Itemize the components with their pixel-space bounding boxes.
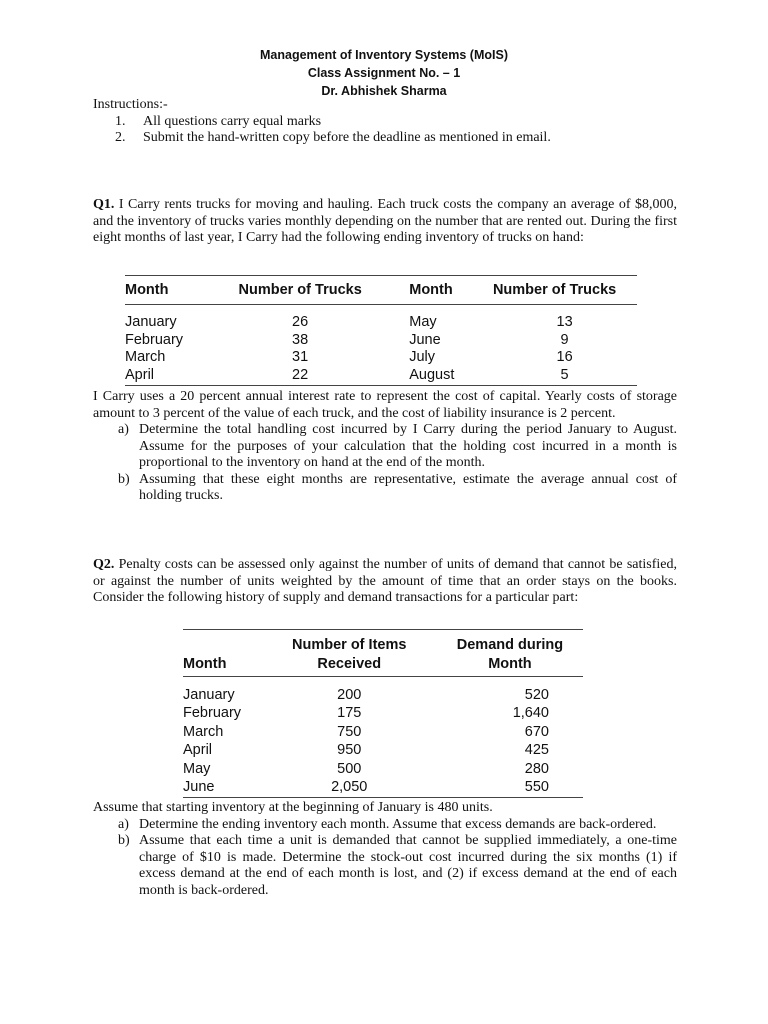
table-cell: 13: [556, 314, 573, 330]
table-header: Number of Items: [280, 630, 419, 656]
q2-body: [93, 800, 677, 899]
instruction-item: [115, 130, 683, 147]
table-row: [125, 305, 637, 332]
q1-after-text: I Carry uses a 20 percent annual interest rate to represent the cost of capital. Yearly costs of storage amount to 3 percent of the value of each truck, and the cost of liability insurance is 2 percent.: [93, 389, 677, 421]
q2-label: Q2.: [93, 557, 115, 572]
q1-intro-text: I Carry rents trucks for moving and hauling. Each truck costs the company an average of $8,000, and the inventory of trucks varies monthly depending on the number that are rented out. During the first eight months of last year, I Carry had the following ending inventory of trucks on hand:: [93, 197, 677, 245]
table-cell: January: [183, 687, 235, 703]
instructions-label: Instructions:-: [93, 97, 168, 112]
table-row: [125, 332, 637, 350]
table-cell: 16: [556, 349, 573, 365]
table-cell: 550: [419, 778, 583, 798]
q1-intro: [93, 197, 677, 247]
table-row: [183, 741, 583, 759]
table-cell: August: [372, 367, 472, 386]
part-text: Determine the total handling cost incurred by I Carry during the period January to August. Assume for the purposes of your calculation that the holding cost incurred in a month is proportional to the inventory on hand at the end of the month.: [139, 422, 677, 470]
q2-intro: [93, 557, 677, 607]
table-cell: March: [125, 349, 166, 365]
q1-label: Q1.: [93, 197, 115, 212]
part-label: a): [118, 422, 129, 437]
question-part: [118, 833, 677, 899]
document-header: [0, 46, 768, 100]
table-cell: June: [409, 331, 441, 348]
q2-intro-text: Penalty costs can be assessed only against the number of units of demand that cannot be satisfied, or against the number of units weighted by the amount of time that an order stays on the books. Consider the following history of supply and demand transactions for a particular part:: [93, 557, 677, 605]
part-text: Determine the ending inventory each month. Assume that excess demands are back-ordered.: [139, 816, 657, 832]
table-cell: 22: [228, 367, 372, 386]
q1-trucks-table: [125, 275, 637, 386]
question-part: [118, 816, 677, 834]
table-row: [183, 778, 583, 798]
table-cell: 425: [524, 742, 549, 759]
table-cell: 670: [524, 723, 549, 740]
instructor-name: Dr. Abhishek Sharma: [321, 84, 447, 98]
table-cell: 200: [337, 687, 362, 703]
table-header: Received: [280, 655, 419, 677]
table-cell: 9: [560, 331, 569, 348]
table-cell: 1,640: [512, 705, 549, 722]
question-part: [118, 471, 677, 505]
instruction-text: Submit the hand-written copy before the deadline as mentioned in email.: [143, 130, 551, 145]
table-cell: April: [183, 742, 213, 759]
table-cell: April: [125, 367, 228, 386]
table-cell: 950: [337, 742, 362, 759]
table-cell: 2,050: [280, 778, 419, 798]
part-label: b): [118, 471, 130, 487]
instruction-number: 2.: [115, 130, 126, 145]
assignment-title: Class Assignment No. – 1: [307, 66, 461, 80]
q2-supply-demand-table: [183, 629, 583, 798]
table-cell: 38: [292, 331, 309, 348]
table-row: [125, 349, 637, 367]
table-header: Month: [419, 655, 583, 677]
table-header: Month: [125, 276, 228, 305]
table-header: Number of Trucks: [228, 276, 372, 305]
table-cell: January: [125, 314, 177, 330]
instruction-text: All questions carry equal marks: [143, 113, 322, 129]
q2-after-text: Assume that starting inventory at the beginning of January is 480 units.: [93, 800, 493, 815]
table-header: Demand during: [419, 630, 583, 656]
part-label: a): [118, 816, 129, 832]
table-row: [125, 367, 637, 386]
table-cell: 520: [524, 687, 549, 703]
table-row: [183, 723, 583, 741]
table-cell: June: [183, 778, 280, 798]
table-cell: 175: [337, 705, 362, 722]
table-row: [183, 704, 583, 722]
table-cell: 5: [472, 367, 637, 386]
table-cell: July: [409, 349, 436, 365]
question-part: [118, 422, 677, 472]
part-text: Assuming that these eight months are representative, estimate the average annual cost of holding trucks.: [139, 471, 677, 503]
table-header: Number of Trucks: [472, 276, 637, 305]
part-label: b): [118, 833, 130, 848]
table-cell: 26: [292, 314, 309, 330]
table-row: [183, 677, 583, 705]
table-cell: 500: [337, 760, 362, 777]
table-cell: May: [409, 314, 437, 330]
table-cell: February: [125, 331, 184, 348]
table-cell: 750: [337, 723, 362, 740]
course-title: Management of Inventory Systems (MoIS): [260, 48, 508, 62]
instruction-item: [115, 113, 683, 131]
table-cell: 31: [292, 349, 309, 365]
table-header: [183, 630, 280, 656]
instructions-section: [93, 97, 683, 147]
table-cell: 280: [524, 760, 549, 777]
table-header: Month: [372, 276, 472, 305]
part-text: Assume that each time a unit is demanded that cannot be supplied immediately, a one-time charge of $10 is made. Determine the stock-out cost incurred during the six months (1) if excess demand at the end of each month is lost, and (2) if excess demand at the end of each month is back-ordered.: [139, 833, 677, 898]
instruction-number: 1.: [115, 113, 126, 129]
table-header: Month: [183, 655, 280, 677]
table-row: [183, 760, 583, 778]
q1-body: [93, 389, 677, 505]
table-cell: March: [183, 723, 224, 740]
table-cell: May: [183, 760, 211, 777]
table-cell: February: [183, 705, 242, 722]
